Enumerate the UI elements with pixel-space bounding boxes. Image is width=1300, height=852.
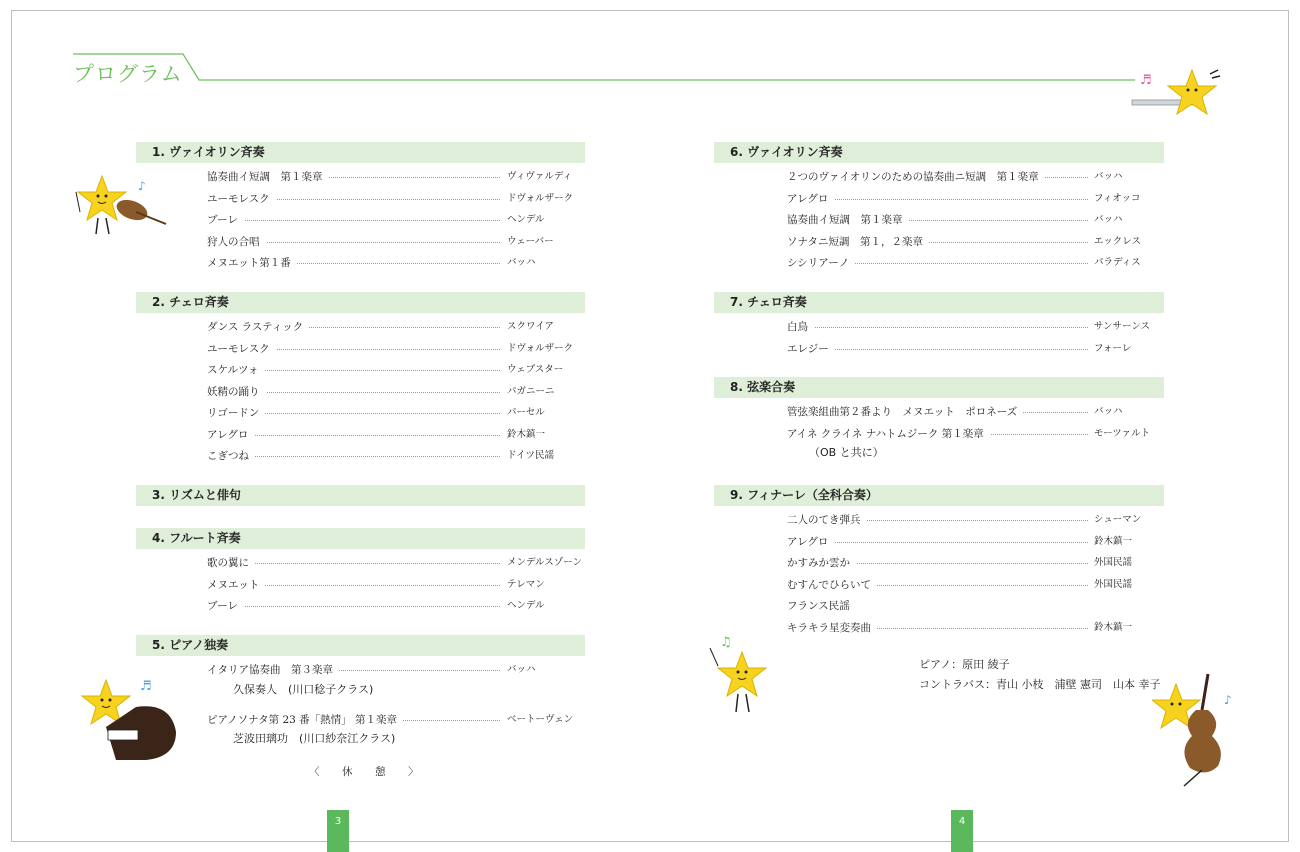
section-heading: 1. ヴァイオリン斉奏 (136, 142, 585, 163)
composer: ヴィヴァルディ (507, 171, 573, 182)
program-item (207, 189, 597, 209)
composer: バッハ (1094, 214, 1123, 225)
program-item (207, 660, 597, 680)
composer: フォーレ (1094, 342, 1132, 354)
svg-text:♬: ♬ (140, 679, 152, 694)
composer: ドヴォルザーク (507, 192, 574, 204)
program-item (787, 510, 1184, 530)
program-item (207, 425, 597, 445)
program-item (787, 253, 1184, 273)
program-item (787, 402, 1184, 422)
star-violin-illustration (74, 172, 174, 242)
dot-leader (787, 327, 1088, 328)
dot-leader (207, 606, 500, 607)
composer: 外国民謡 (1094, 557, 1133, 568)
piece-title: ２つのヴァイオリンのための協奏曲ニ短調 第１楽章 (787, 167, 1045, 187)
composer: パガニーニ (507, 385, 555, 397)
piece-title: ユーモレスク (207, 339, 276, 359)
program-item (787, 339, 1184, 359)
program-item (207, 210, 597, 230)
piece-title: こぎつね (207, 446, 255, 466)
section-heading: 9. フィナーレ（全科合奏） (714, 485, 1164, 506)
piece-title: 協奏曲イ短調 第１楽章 (787, 210, 909, 230)
composer: 外国民謡 (1094, 578, 1133, 590)
composer: ヘンデル (507, 214, 545, 225)
performer: 久保奏人 (川口稔子クラス) (233, 682, 374, 696)
program-item (787, 189, 1184, 209)
svg-text:♬: ♬ (1140, 73, 1152, 88)
program-item (207, 553, 597, 573)
star-piano-illustration (76, 672, 181, 767)
piece-title: 狩人の合唱 (207, 232, 266, 252)
piece-title: キラキラ星変奏曲 (787, 618, 877, 638)
piece-title: アレグロ (207, 425, 254, 445)
program-item (787, 596, 1184, 616)
contrabass-players: コントラバス：青山 小枝 浦壁 憲司 山本 幸子 (919, 678, 1161, 691)
performer: 芝波田璃功 (川口紗奈江クラス) (233, 732, 396, 745)
composer: 鈴木鎮一 (507, 428, 546, 440)
piece-title: 白鳥 (787, 317, 814, 337)
intermission: 〈 休 憩 〉 (309, 766, 425, 778)
composer: モーツァルト (1094, 427, 1151, 439)
piece-title: ソナタニ短調 第１，２楽章 (787, 232, 929, 252)
dot-leader (207, 220, 500, 221)
program-item (207, 232, 597, 252)
piece-title: ピアノソナタ第 23 番「熱情」 第１楽章 (207, 710, 403, 730)
section-heading: 3. リズムと俳句 (136, 485, 585, 506)
piece-title: 管弦楽組曲第２番より メヌエット ポロネーズ (787, 402, 1023, 422)
piece-title: エレジー (787, 339, 835, 359)
program-item (207, 446, 597, 466)
program-item (787, 575, 1184, 595)
composer: ウェブスター (507, 364, 564, 375)
piece-title: ダンス ラスティック (207, 317, 309, 337)
section-heading: 7. チェロ斉奏 (714, 292, 1164, 313)
composer: サンサーンス (1094, 321, 1151, 332)
piece-title: アイネ クライネ ナハトムジーク 第１楽章 (787, 424, 990, 444)
piece-title: メヌエット (207, 575, 265, 595)
piece-title: メヌエット第１番 (207, 253, 297, 273)
composer: ウェーバー (507, 235, 554, 247)
section-heading: 2. チェロ斉奏 (136, 292, 585, 313)
piece-title: スケルツォ (207, 360, 265, 380)
section-heading: 5. ピアノ独奏 (136, 635, 585, 656)
program-item (207, 596, 597, 616)
section-heading: 8. 弦楽合奏 (714, 377, 1164, 398)
piece-title: ブーレ (207, 596, 244, 616)
composer: ドイツ民謡 (507, 450, 555, 461)
composer: テレマン (507, 578, 545, 590)
program-item (207, 360, 597, 380)
star-cello-illustration (1152, 670, 1237, 788)
piece-title: アレグロ (787, 532, 834, 552)
program-item (787, 618, 1184, 638)
program-item (207, 403, 597, 423)
program-item (787, 532, 1184, 552)
svg-text:♫: ♫ (720, 635, 732, 650)
piece-title: 歌の翼に (207, 553, 255, 573)
composer: 鈴木鎮一 (1094, 621, 1133, 633)
piece-title: 妖精の踊り (207, 382, 266, 402)
composer: ベートーヴェン (507, 713, 574, 725)
composer: バッハ (1094, 171, 1123, 182)
program-item (787, 232, 1184, 252)
program-item (787, 424, 1184, 444)
star-conductor-illustration (704, 632, 784, 717)
section-heading: 4. フルート斉奏 (136, 528, 585, 549)
item-note: （OB と共に） (809, 446, 884, 459)
composer: パーセル (507, 407, 545, 418)
piece-title: 協奏曲イ短調 第１楽章 (207, 167, 329, 187)
program-item (787, 553, 1184, 573)
piece-title: ブーレ (207, 210, 244, 230)
program-item (207, 710, 597, 730)
program-item (787, 210, 1184, 230)
composer: バッハ (507, 664, 536, 675)
svg-text:♪: ♪ (1224, 693, 1232, 707)
composer: シューマン (1094, 514, 1142, 525)
program-item (207, 253, 597, 273)
piece-title: むすんでひらいて (787, 575, 877, 595)
piece-title: イタリア協奏曲 第３楽章 (207, 660, 339, 680)
program-item (207, 382, 597, 402)
page-number-right: 4 (951, 810, 973, 852)
page-number-left: 3 (327, 810, 349, 852)
svg-text:♪: ♪ (138, 179, 146, 193)
section-heading: 6. ヴァイオリン斉奏 (714, 142, 1164, 163)
piece-title: かすみか雲か (787, 553, 856, 573)
composer: エックレス (1094, 235, 1142, 247)
piece-title: アレグロ (787, 189, 834, 209)
program-item (787, 317, 1184, 337)
composer: ドヴォルザーク (507, 342, 574, 354)
piece-title: フランス民謡 (787, 596, 856, 616)
piece-title: リゴードン (207, 403, 265, 423)
program-item (787, 167, 1184, 187)
piano-accompanist: ピアノ：原田 綾子 (919, 658, 1010, 671)
composer: 鈴木鎮一 (1094, 535, 1133, 547)
piece-title: 二人のてき弾兵 (787, 510, 867, 530)
program-item (207, 317, 597, 337)
program-item (207, 167, 597, 187)
composer: メンデルスゾーン (507, 557, 583, 568)
page-title: プログラム (73, 62, 183, 86)
composer: バッハ (507, 257, 536, 268)
composer: ヘンデル (507, 600, 545, 611)
composer: スクワイア (507, 321, 554, 332)
program-item (207, 575, 597, 595)
program-item (207, 339, 597, 359)
composer: バッハ (1094, 406, 1123, 417)
star-flute-illustration (1130, 64, 1230, 126)
piece-title: ユーモレスク (207, 189, 276, 209)
piece-title: シシリアーノ (787, 253, 855, 273)
composer: パラディス (1094, 257, 1141, 268)
composer: フィオッコ (1094, 192, 1141, 204)
